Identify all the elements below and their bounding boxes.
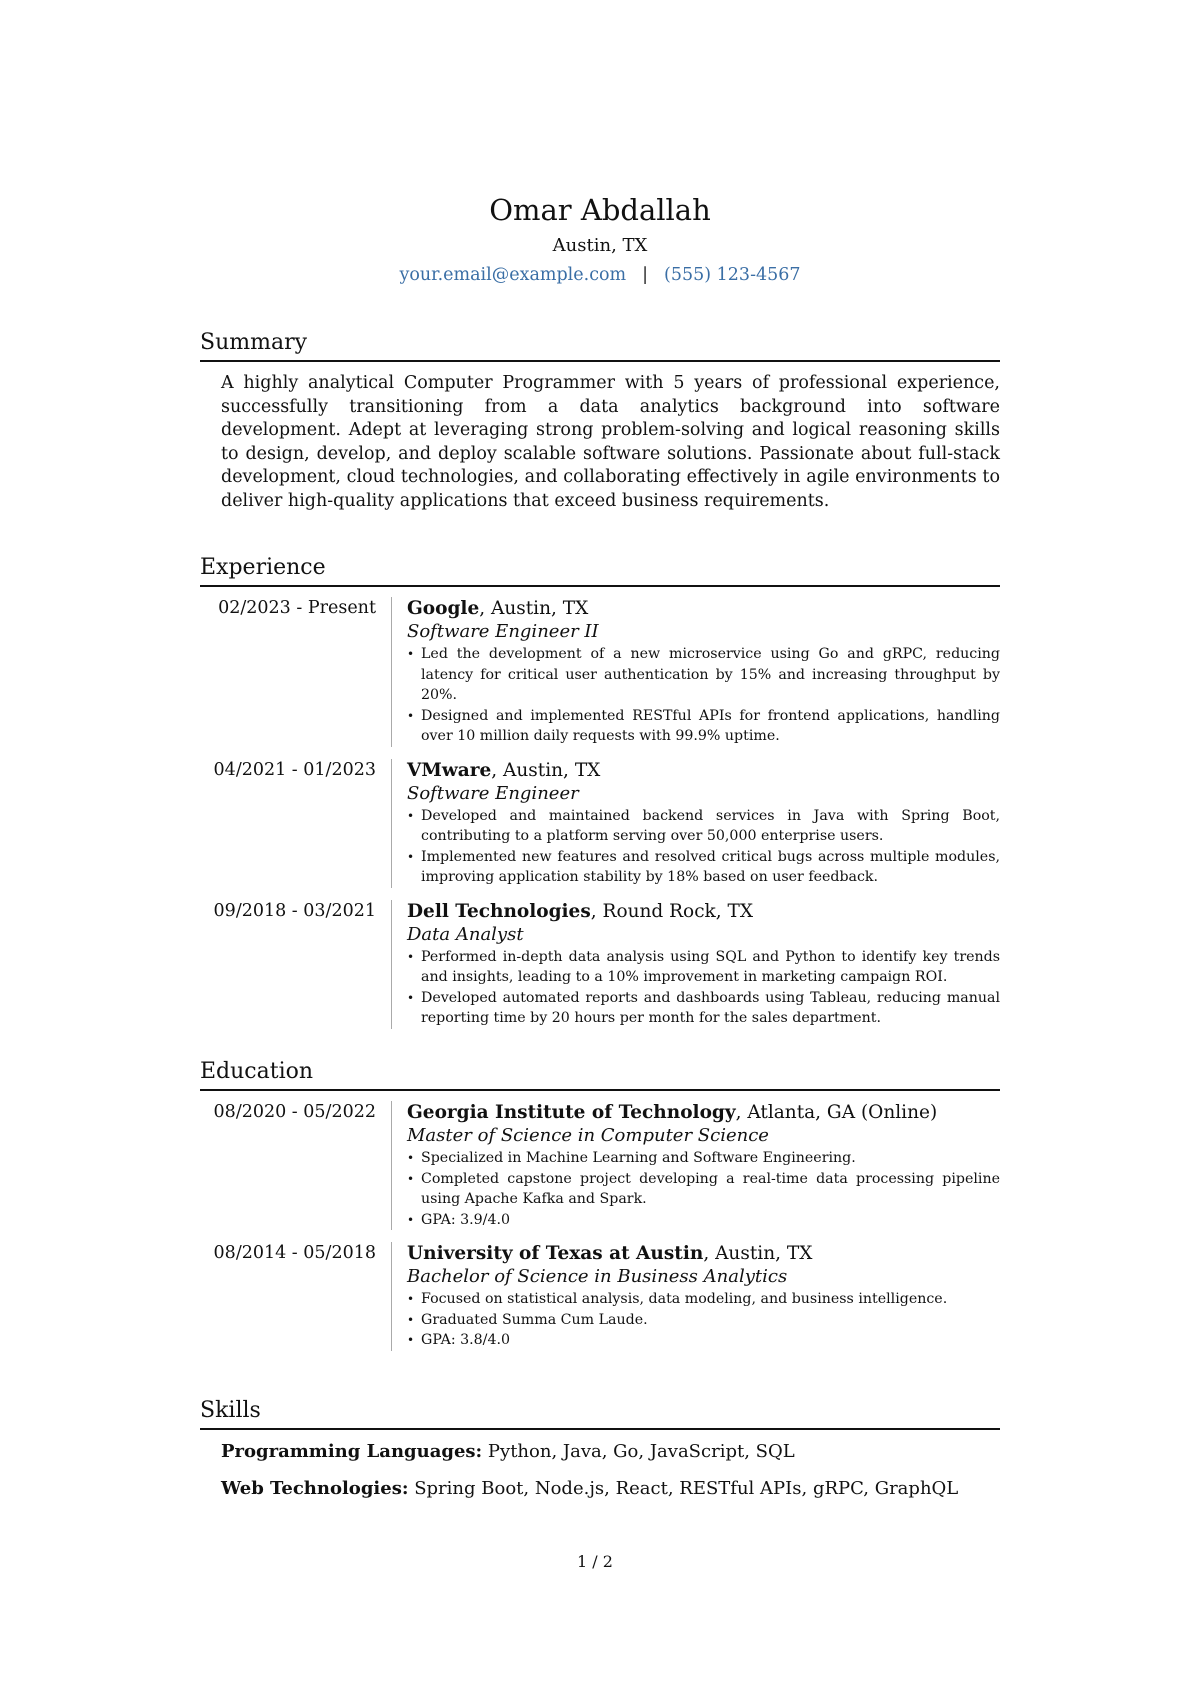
entry-bullets	[407, 947, 1000, 1029]
section-heading-experience: Experience	[200, 555, 326, 580]
timeline-entry	[200, 759, 1000, 888]
entry-dates: 08/2014 - 05/2018	[213, 1243, 376, 1263]
entry-bullets	[407, 806, 1000, 888]
entry-body	[391, 900, 1000, 1029]
skills-section	[200, 1396, 1000, 1501]
section-divider	[200, 360, 1000, 362]
bullet-item: • Led the development of a new microservice using Go and gRPC, reducing latency for critical user authentication by 15% and increasing throughput by 20%.	[407, 644, 1000, 706]
skills-list	[200, 1440, 1000, 1501]
email-link[interactable]: your.email@example.com	[399, 265, 627, 285]
entry-organization: Dell Technologies	[407, 900, 591, 922]
entry-bullets	[407, 1289, 1000, 1351]
entry-location: , Round Rock, TX	[590, 900, 754, 922]
timeline-entry	[200, 1242, 1000, 1351]
bullet-item: • Designed and implemented RESTful APIs for frontend applications, handling over 10 million daily requests with 99.9% uptime.	[407, 706, 1000, 747]
entry-location: , Austin, TX	[479, 598, 589, 619]
entry-role: Data Analyst	[407, 923, 524, 945]
entry-title	[407, 900, 1000, 923]
skill-value: Python, Java, Go, JavaScript, SQL	[482, 1441, 795, 1462]
phone-link[interactable]: (555) 123-4567	[664, 265, 801, 285]
contact-line	[200, 261, 1000, 289]
section-divider	[200, 1089, 1000, 1091]
bullet-item: • Implemented new features and resolved critical bugs across multiple modules, improving application stability by 18% based on user feedback.	[407, 847, 1000, 888]
skill-label: Programming Languages:	[221, 1441, 483, 1462]
entry-role: Bachelor of Science in Business Analytics	[407, 1266, 788, 1287]
skill-line	[221, 1440, 1000, 1464]
bullet-item: • Graduated Summa Cum Laude.	[407, 1310, 1000, 1331]
bullet-item: • GPA: 3.9/4.0	[407, 1210, 1000, 1231]
entry-body	[391, 597, 1000, 747]
entry-location: , Austin, TX	[703, 1243, 813, 1264]
entry-location: , Atlanta, GA (Online)	[735, 1102, 938, 1123]
section-divider	[200, 585, 1000, 587]
entry-location: , Austin, TX	[491, 759, 601, 781]
timeline-entry	[200, 597, 1000, 747]
bullet-item: • Developed automated reports and dashboards using Tableau, reducing manual reporting time by 20 hours per month for the sales department.	[407, 988, 1000, 1029]
entry-body	[391, 1101, 1000, 1230]
skill-value: Spring Boot, Node.js, React, RESTful APIs, gRPC, GraphQL	[408, 1478, 959, 1499]
skill-line	[221, 1477, 1000, 1501]
page-number: 1 / 2	[577, 1552, 613, 1571]
entry-role: Software Engineer	[407, 782, 579, 804]
section-heading-summary: Summary	[200, 330, 308, 355]
bullet-item: • Performed in-depth data analysis using SQL and Python to identify key trends and insights, leading to a 10% improvement in marketing campaign ROI.	[407, 947, 1000, 988]
entry-dates: 04/2021 - 01/2023	[213, 759, 376, 780]
entry-title	[407, 1101, 1000, 1124]
entry-title	[407, 597, 1000, 620]
section-heading-education: Education	[200, 1059, 314, 1084]
bullet-item: • Focused on statistical analysis, data modeling, and business intelligence.	[407, 1289, 1000, 1310]
entry-body	[391, 759, 1000, 888]
candidate-name: Omar Abdallah	[489, 193, 711, 227]
entry-title	[407, 1242, 1000, 1265]
entry-organization: Georgia Institute of Technology	[407, 1102, 736, 1123]
entry-dates: 08/2020 - 05/2022	[213, 1102, 376, 1122]
timeline-entry	[200, 1101, 1000, 1230]
summary-text: A highly analytical Computer Programmer with 5 years of professional experience, successfully transitioning from a data analytics background into software development. Adept at leveraging strong problem-solving and logical reasoning skills to design, develop, and deploy scalable software solutions. Passionate about full-stack development, cloud technologies, and collaborating effectively in agile environments to deliver high-quality applications that exceed business requirements.	[221, 373, 1000, 511]
bullet-item: • GPA: 3.8/4.0	[407, 1330, 1000, 1351]
experience-list	[200, 597, 1000, 1029]
education-section	[200, 1057, 1000, 1351]
entry-dates: 02/2023 - Present	[218, 598, 376, 618]
entry-bullets	[407, 1148, 1000, 1230]
entry-title	[407, 759, 1000, 782]
section-divider	[200, 1428, 1000, 1430]
entry-dates: 09/2018 - 03/2021	[213, 900, 376, 921]
summary-section	[200, 328, 1000, 513]
experience-section	[200, 553, 1000, 1029]
timeline-entry	[200, 900, 1000, 1029]
bullet-item: • Completed capstone project developing a real-time data processing pipeline using Apache Kafka and Spark.	[407, 1169, 1000, 1210]
bullet-item: • Specialized in Machine Learning and Software Engineering.	[407, 1148, 1000, 1169]
entry-organization: University of Texas at Austin	[407, 1243, 704, 1264]
entry-bullets	[407, 644, 1000, 747]
education-list	[200, 1101, 1000, 1351]
contact-separator: |	[642, 265, 649, 285]
section-heading-skills: Skills	[200, 1398, 261, 1423]
candidate-location: Austin, TX	[552, 235, 648, 256]
resume-header	[200, 190, 1000, 289]
entry-body	[391, 1242, 1000, 1351]
bullet-item: • Developed and maintained backend services in Java with Spring Boot, contributing to a platform serving over 50,000 enterprise users.	[407, 806, 1000, 847]
entry-organization: VMware	[407, 759, 492, 781]
skill-label: Web Technologies:	[221, 1478, 409, 1499]
entry-organization: Google	[407, 598, 480, 619]
entry-role: Master of Science in Computer Science	[407, 1125, 769, 1146]
entry-role: Software Engineer II	[407, 621, 599, 642]
